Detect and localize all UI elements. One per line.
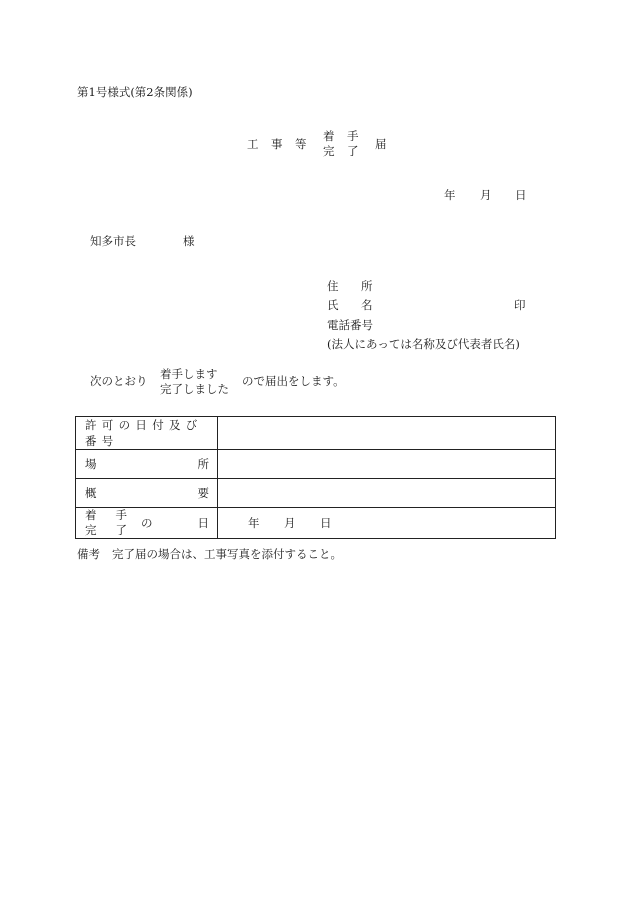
date-value-day: 日 xyxy=(320,516,332,530)
remarks-text: 完了届の場合は、工事写真を添付すること。 xyxy=(112,547,342,561)
summary-label-cell xyxy=(76,479,218,508)
date-label-char: 完 xyxy=(85,523,97,537)
date-label-char: 着 xyxy=(85,508,97,522)
seal-mark: 印 xyxy=(514,298,526,312)
summary-label-char: 概 xyxy=(85,486,97,500)
place-value-cell[interactable] xyxy=(218,450,556,479)
date-year: 年 xyxy=(444,188,456,202)
form-number: 第1号様式(第2条関係) xyxy=(77,85,193,99)
name-label-char: 名 xyxy=(361,298,373,312)
date-value-cell[interactable] xyxy=(218,508,556,539)
title-char: 着 xyxy=(323,129,335,143)
date-day: 日 xyxy=(515,188,527,202)
date-value-month: 月 xyxy=(284,516,296,530)
statement-option-complete: 完了しました xyxy=(160,382,229,396)
title-char: 完 xyxy=(323,144,335,158)
title-char: 工 xyxy=(247,137,259,151)
table-row-summary xyxy=(76,479,556,508)
date-month: 月 xyxy=(480,188,492,202)
addressee-honorific: 様 xyxy=(183,234,195,248)
title-char: 等 xyxy=(295,137,307,151)
date-value-year: 年 xyxy=(248,516,260,530)
name-label-char: 氏 xyxy=(327,298,339,312)
title-char: 手 xyxy=(347,129,359,143)
statement-option-start: 着手します xyxy=(160,367,218,381)
permit-value-cell[interactable] xyxy=(218,417,556,450)
info-table xyxy=(75,416,556,539)
table-row-place xyxy=(76,450,556,479)
place-label-char: 所 xyxy=(197,457,209,471)
title-char: 届 xyxy=(375,137,387,151)
table-row-date xyxy=(76,508,556,539)
corporate-note: (法人にあっては名称及び代表者氏名) xyxy=(327,337,520,351)
title-char: 事 xyxy=(271,137,283,151)
place-label-cell xyxy=(76,450,218,479)
statement-suffix: ので届出をします。 xyxy=(242,374,345,388)
remarks xyxy=(77,549,342,561)
table-row-permit xyxy=(76,417,556,450)
date-label-day: 日 xyxy=(197,516,209,530)
date-label-char: 手 xyxy=(115,508,127,522)
date-label-no: の xyxy=(141,516,153,530)
summary-label-char: 要 xyxy=(197,486,209,500)
date-label-char: 了 xyxy=(115,523,127,537)
statement-prefix: 次のとおり xyxy=(90,374,148,388)
permit-label: 許可の日付及び番号 xyxy=(85,418,203,448)
address-label-char: 所 xyxy=(361,279,373,293)
title-char: 了 xyxy=(347,144,359,158)
addressee-name: 知多市長 xyxy=(90,234,136,248)
address-label-char: 住 xyxy=(327,279,339,293)
phone-label: 電話番号 xyxy=(327,318,373,332)
date-label-cell xyxy=(76,508,218,539)
summary-value-cell[interactable] xyxy=(218,479,556,508)
remarks-label: 備考 xyxy=(77,547,100,561)
permit-label-cell xyxy=(76,417,218,450)
place-label-char: 場 xyxy=(85,457,97,471)
date-label-stack xyxy=(85,508,135,538)
